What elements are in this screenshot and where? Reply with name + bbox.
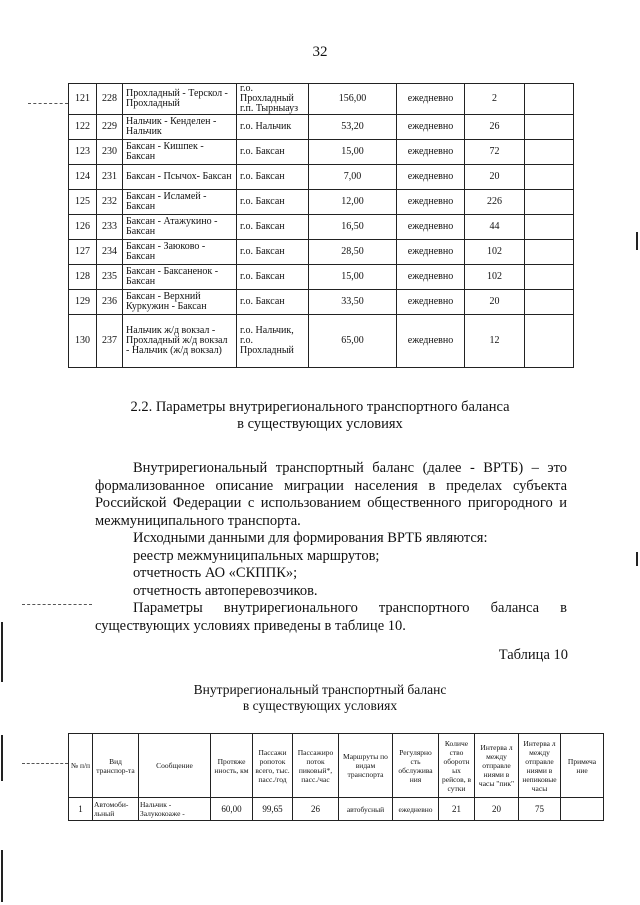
table-cell-km: 28,50 (309, 240, 397, 265)
table-cell-code: 235 (97, 265, 123, 290)
section-heading-line1: 2.2. Параметры внутрирегионального транспортного баланса (130, 399, 510, 415)
table-cell-n: 121 (69, 84, 97, 115)
table-cell-route: Баксан - Верхний Куркужин - Баксан (123, 290, 237, 315)
table-cell-trips: 12 (465, 315, 525, 368)
table-cell-municipality: г.о. Баксан (237, 215, 309, 240)
table-cell-trips: 20 (465, 165, 525, 190)
table-cell-municipality: г.о. Баксан (237, 190, 309, 215)
table-cell-municipality: г.о. Баксан (237, 165, 309, 190)
column-header: Сообщение (139, 734, 211, 798)
table-cell-trips: 102 (465, 265, 525, 290)
table-cell-route: Прохладный - Терскол - Прохладный (123, 84, 237, 115)
table-row (69, 265, 574, 290)
table-cell: 26 (293, 798, 339, 821)
column-header: Количе ство оборотн ых рейсов, в сутки (439, 734, 475, 798)
table-cell-freq: ежедневно (397, 84, 465, 115)
routes-table (68, 83, 574, 368)
table-row (69, 290, 574, 315)
table-row (69, 84, 574, 115)
table-cell-km: 12,00 (309, 190, 397, 215)
table-cell-municipality: г.о. Баксан (237, 140, 309, 165)
table-row (69, 315, 574, 368)
table-cell-km: 53,20 (309, 115, 397, 140)
scan-mark (1, 735, 3, 781)
table-cell-freq: ежедневно (397, 315, 465, 368)
balance-table (68, 733, 604, 821)
column-header: Вид транспор-та (93, 734, 139, 798)
table-cell-freq: ежедневно (397, 215, 465, 240)
table-cell-municipality: г.о. Баксан (237, 265, 309, 290)
paragraph-definition: Внутрирегиональный транспортный баланс (далее - ВРТБ) – это формализованное описание миграции населения в пределах субъекта Российской Федерации с использованием общественного пригородного и межмуниципального транспорта. (95, 460, 567, 529)
table-cell-freq: ежедневно (397, 115, 465, 140)
table-cell: ежедневно (393, 798, 439, 821)
list-item: отчетность АО «СКППК»; (133, 565, 298, 581)
table-cell-extra (525, 190, 574, 215)
table-row (69, 165, 574, 190)
section-heading-line2: в существующих условиях (237, 416, 403, 432)
table-cell-km: 16,50 (309, 215, 397, 240)
scan-mark (1, 850, 3, 902)
table-cell-route: Баксан - Исламей - Баксан (123, 190, 237, 215)
table-cell: 99,65 (253, 798, 293, 821)
scan-mark (22, 763, 68, 765)
column-header: Маршруты по видам транспорта (339, 734, 393, 798)
table-cell-code: 237 (97, 315, 123, 368)
table-cell-km: 7,00 (309, 165, 397, 190)
column-header: Регулярно сть обслужива ния (393, 734, 439, 798)
table-cell-extra (525, 140, 574, 165)
table-cell-n: 123 (69, 140, 97, 165)
table-cell-code: 231 (97, 165, 123, 190)
table-cell: Нальчик - Залукокоаже - (139, 798, 211, 821)
table-cell-code: 228 (97, 84, 123, 115)
column-header: Пассажиро поток пиковый*, пасс./час (293, 734, 339, 798)
column-header: Пассажи ропоток всего, тыс. пасс./год (253, 734, 293, 798)
paragraph-sources: Исходными данными для формирования ВРТБ являются: (133, 530, 488, 546)
table-cell-km: 65,00 (309, 315, 397, 368)
scan-mark (636, 552, 638, 566)
table-cell-freq: ежедневно (397, 265, 465, 290)
table-cell-trips: 26 (465, 115, 525, 140)
table-title (0, 682, 640, 714)
table-cell-freq: ежедневно (397, 290, 465, 315)
table-cell-extra (525, 215, 574, 240)
balance-table-header (69, 734, 604, 798)
table-cell-municipality: г.о. Нальчик (237, 115, 309, 140)
table-cell-route: Баксан - Атажукино - Баксан (123, 215, 237, 240)
table-cell-trips: 72 (465, 140, 525, 165)
paragraph-reference: Параметры внутрирегионального транспортного баланса в существующих условиях приведены в таблице 10. (95, 600, 567, 634)
table-cell-trips: 20 (465, 290, 525, 315)
scan-mark (22, 604, 92, 606)
table-cell-extra (525, 265, 574, 290)
column-header: Интерва л между отправле ниями в часы "пик" (475, 734, 519, 798)
table-cell: 20 (475, 798, 519, 821)
table-row (69, 215, 574, 240)
table-caption: Таблица 10 (498, 647, 568, 663)
table-cell-municipality: г.о. Прохладный г.п. Тырныауз (237, 84, 309, 115)
table-cell-n: 128 (69, 265, 97, 290)
table-title-line1: Внутрирегиональный транспортный баланс (193, 682, 447, 697)
table-cell-extra (525, 84, 574, 115)
table-cell (561, 798, 604, 821)
table-cell-km: 15,00 (309, 265, 397, 290)
table-cell-route: Баксан - Заюково - Баксан (123, 240, 237, 265)
column-header: № п/п (69, 734, 93, 798)
table-cell-extra (525, 165, 574, 190)
table-cell: 1 (69, 798, 93, 821)
table-cell-municipality: г.о. Нальчик, г.о. Прохладный (237, 315, 309, 368)
list-item: отчетность автоперевозчиков. (133, 582, 318, 599)
table-cell-freq: ежедневно (397, 140, 465, 165)
column-header: Примеча ние (561, 734, 604, 798)
table-cell: автобусный (339, 798, 393, 821)
table-cell: Автомоби-льный (93, 798, 139, 821)
table-row (69, 190, 574, 215)
table-cell-code: 229 (97, 115, 123, 140)
table-cell-route: Нальчик - Кенделен - Нальчик (123, 115, 237, 140)
table-row (69, 240, 574, 265)
table-cell-trips: 102 (465, 240, 525, 265)
table-cell-freq: ежедневно (397, 165, 465, 190)
scan-mark (28, 103, 68, 105)
table-cell-route: Баксан - Кишпек - Баксан (123, 140, 237, 165)
table-cell-n: 124 (69, 165, 97, 190)
table-cell-code: 236 (97, 290, 123, 315)
table-cell: 21 (439, 798, 475, 821)
column-header: Интерва л между отправле ниями в непиковые часы (519, 734, 561, 798)
table-cell-n: 126 (69, 215, 97, 240)
scan-mark (636, 232, 638, 250)
table-cell-freq: ежедневно (397, 190, 465, 215)
section-heading (0, 399, 640, 433)
table-cell-route: Баксан - Псычох- Баксан (123, 165, 237, 190)
table-cell-extra (525, 290, 574, 315)
table-cell: 60,00 (211, 798, 253, 821)
page-number: 32 (312, 44, 328, 60)
table-cell: 75 (519, 798, 561, 821)
table-title-line2: в существующих условиях (242, 698, 398, 713)
table-cell-n: 122 (69, 115, 97, 140)
table-cell-trips: 226 (465, 190, 525, 215)
table-cell-km: 156,00 (309, 84, 397, 115)
section-body (95, 460, 567, 635)
table-cell-n: 125 (69, 190, 97, 215)
table-cell-municipality: г.о. Баксан (237, 290, 309, 315)
table-cell-km: 15,00 (309, 140, 397, 165)
table-cell-n: 127 (69, 240, 97, 265)
table-cell-municipality: г.о. Баксан (237, 240, 309, 265)
table-cell-route: Баксан - Баксаненок - Баксан (123, 265, 237, 290)
routes-table-body (69, 84, 574, 368)
table-row (69, 798, 604, 821)
table-cell-extra (525, 315, 574, 368)
table-cell-code: 230 (97, 140, 123, 165)
scan-mark (1, 622, 3, 682)
table-row (69, 115, 574, 140)
table-cell-extra (525, 240, 574, 265)
table-cell-freq: ежедневно (397, 240, 465, 265)
table-cell-km: 33,50 (309, 290, 397, 315)
table-cell-trips: 2 (465, 84, 525, 115)
table-cell-n: 129 (69, 290, 97, 315)
list-item: реестр межмуниципальных маршрутов; (133, 547, 380, 564)
table-cell-code: 234 (97, 240, 123, 265)
table-cell-trips: 44 (465, 215, 525, 240)
table-cell-code: 232 (97, 190, 123, 215)
table-row (69, 140, 574, 165)
table-cell-route: Нальчик ж/д вокзал - Прохладный ж/д вокзал - Нальчик (ж/д вокзал) (123, 315, 237, 368)
column-header: Протяже нность, км (211, 734, 253, 798)
table-cell-extra (525, 115, 574, 140)
table-cell-code: 233 (97, 215, 123, 240)
table-cell-n: 130 (69, 315, 97, 368)
